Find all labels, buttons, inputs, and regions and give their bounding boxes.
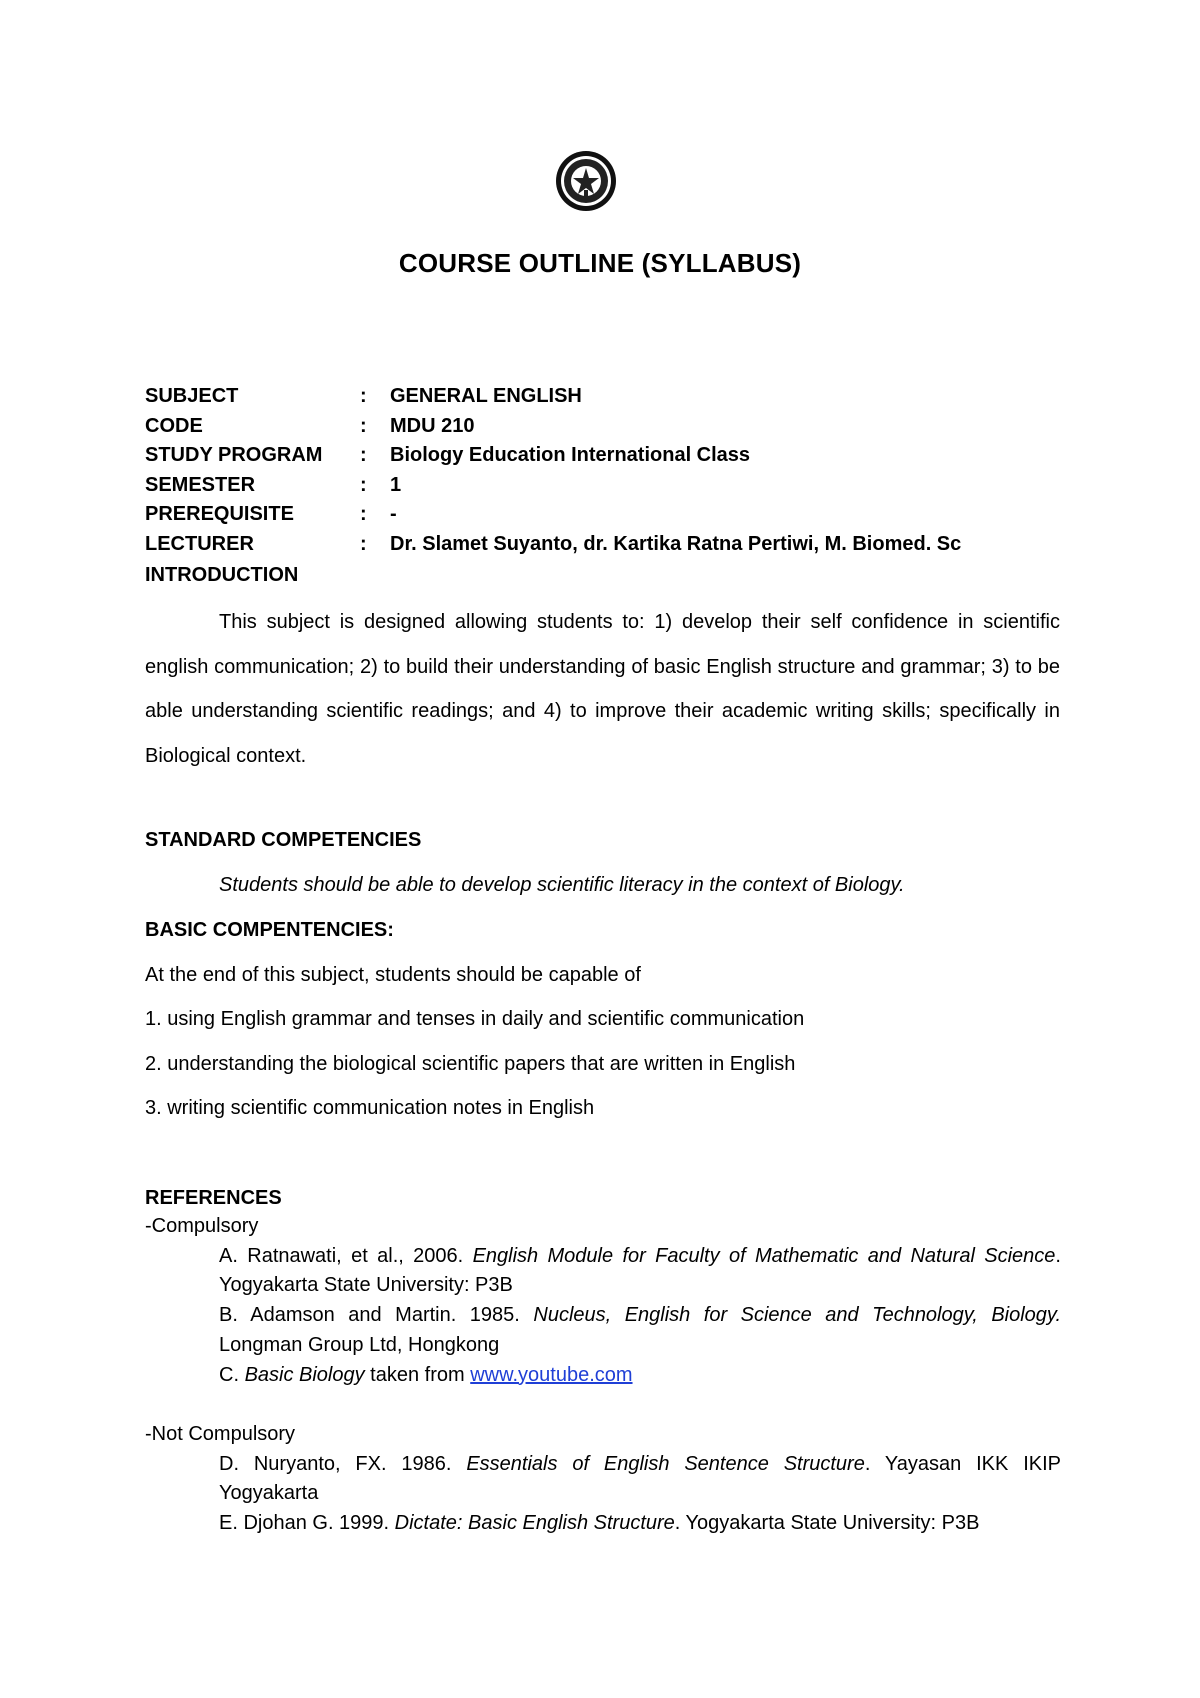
info-row-semester: [145, 471, 961, 501]
info-row-study-program: [145, 441, 961, 471]
info-colon: :: [360, 503, 367, 526]
info-label: LECTURER: [145, 532, 254, 555]
references-not-compulsory: [145, 1420, 1061, 1539]
introduction-text: This subject is designed allowing students to: 1) develop their self confidence in scientific english communication; 2) to build their understanding of basic English structure and grammar; 3) to be able understanding scientific readings; and 4) to improve their academic writing skills; specifically in Biological context.: [145, 611, 1060, 767]
university-seal-logo: [555, 150, 617, 212]
info-value: -: [390, 503, 397, 526]
reference-title: Dictate: Basic English Structure: [394, 1512, 675, 1535]
reference-suffix: . Yogyakarta State University: P3B: [219, 1244, 1061, 1297]
reference-suffix: . Yayasan IKK IKIP Yogyakarta: [219, 1452, 1061, 1505]
compulsory-label: -Compulsory: [145, 1215, 259, 1237]
list-item: 2. understanding the biological scientific papers that are written in English: [145, 1053, 796, 1075]
not-compulsory-label: -Not Compulsory: [145, 1423, 296, 1445]
info-colon: :: [360, 414, 367, 437]
info-colon: :: [360, 444, 367, 467]
info-row-subject: [145, 382, 961, 412]
reference-entry: [145, 1242, 1061, 1301]
basic-competencies-intro: At the end of this subject, students should be capable of: [145, 964, 641, 986]
info-row-lecturer: [145, 530, 961, 560]
reference-entry: [145, 1361, 1061, 1391]
info-colon: :: [360, 473, 367, 496]
introduction-heading: INTRODUCTION: [145, 564, 299, 586]
info-row-code: [145, 412, 961, 442]
info-label: SUBJECT: [145, 385, 239, 407]
references-heading: REFERENCES: [145, 1187, 282, 1209]
document-title: COURSE OUTLINE (SYLLABUS): [398, 248, 802, 278]
info-value: 1: [390, 473, 402, 496]
reference-entry: [145, 1509, 1061, 1539]
reference-prefix: D. Nuryanto, FX. 1986.: [219, 1452, 467, 1475]
info-label: SEMESTER: [145, 473, 256, 496]
info-row-prerequisite: [145, 500, 961, 530]
info-value: Dr. Slamet Suyanto, dr. Kartika Ratna Pertiwi, M. Biomed. Sc: [390, 532, 962, 555]
reference-title: Essentials of English Sentence Structure: [466, 1452, 865, 1475]
standard-competencies-heading: STANDARD COMPETENCIES: [145, 829, 422, 851]
reference-prefix: A. Ratnawati, et al., 2006.: [219, 1244, 473, 1267]
info-label: STUDY PROGRAM: [145, 444, 323, 467]
course-info: [145, 382, 961, 560]
info-colon: :: [360, 532, 367, 555]
reference-prefix: B. Adamson and Martin. 1985.: [219, 1304, 534, 1327]
references-compulsory: [145, 1212, 1061, 1390]
info-label: PREREQUISITE: [145, 503, 294, 526]
info-value: Biology Education International Class: [390, 444, 751, 467]
list-item: 3. writing scientific communication notes in English: [145, 1097, 595, 1119]
basic-competencies-heading: BASIC COMPENTENCIES:: [145, 919, 394, 941]
info-label: CODE: [145, 414, 203, 437]
youtube-link[interactable]: www.youtube.com: [470, 1363, 633, 1386]
standard-competencies-text: Students should be able to develop scientific literacy in the context of Biology.: [219, 874, 905, 896]
reference-entry: [145, 1301, 1061, 1360]
reference-prefix: C.: [219, 1363, 245, 1386]
reference-title: English Module for Faculty of Mathematic and Natural Science: [472, 1244, 1056, 1267]
reference-prefix: E. Djohan G. 1999.: [219, 1512, 395, 1535]
info-value: MDU 210: [390, 414, 475, 437]
reference-title: Nucleus, English for Science and Technology, Biology.: [533, 1304, 1061, 1327]
info-colon: :: [360, 385, 367, 407]
list-item: 1. using English grammar and tenses in daily and scientific communication: [145, 1008, 805, 1030]
reference-suffix: . Yogyakarta State University: P3B: [674, 1512, 980, 1535]
reference-entry: [145, 1450, 1061, 1509]
info-value: GENERAL ENGLISH: [390, 385, 582, 407]
reference-title: Basic Biology: [244, 1363, 365, 1386]
reference-suffix: taken from: [364, 1363, 471, 1386]
reference-suffix: Longman Group Ltd, Hongkong: [219, 1333, 500, 1356]
